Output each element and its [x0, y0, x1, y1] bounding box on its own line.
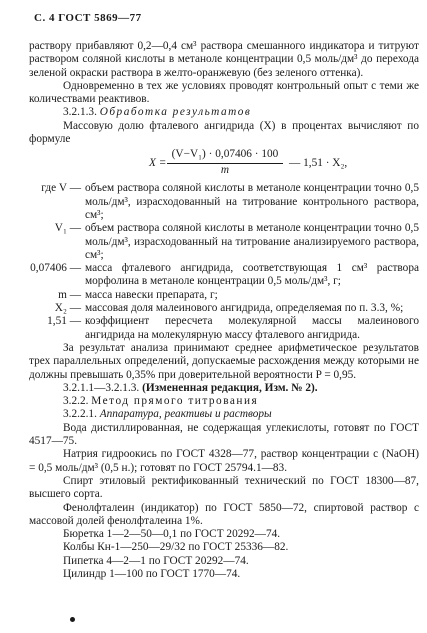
section-3-2-2-1	[29, 408, 419, 421]
variable-symbol: V₁ —	[54, 222, 81, 235]
paragraph-naoh: Натрия гидроокись по ГОСТ 4328—77, раствор концентрации c (NaOH) = 0,5 моль/дм³ (0,5 н.); готовят по ГОСТ 25794.1—83.	[29, 448, 419, 474]
variable-definition	[29, 182, 419, 222]
variable-symbol: V —	[58, 182, 81, 195]
paragraph-ethanol: Спирт этиловый ректификованный технический по ГОСТ 18300—87, высшего сорта.	[29, 474, 419, 501]
paragraph-result: За результат анализа принимают среднее арифметическое результатов трех параллельных определений, допускаемые расхождения между которыми не должны превышать 0,35% при доверительной вероятности P = 0,95.	[29, 341, 419, 381]
scan-mark	[70, 617, 75, 622]
paragraph-phenolphthalein: Фенолфталеин (индикатор) по ГОСТ 5850—72, спиртовой раствор с массовой долей фенолфталеина 1%.	[29, 501, 419, 527]
variable-where	[29, 182, 85, 222]
formula-fraction	[167, 148, 283, 177]
section-number: 3.2.2.	[63, 395, 89, 408]
paragraph-water: Вода дистиллированная, не содержащая углекислоты, готовят по ГОСТ 4517—75.	[29, 421, 419, 448]
where-word: где	[41, 182, 57, 195]
paragraph-pipette: Пипетка 4—2—1 по ГОСТ 20292—74.	[63, 554, 249, 567]
section-title: Обработка результатов	[99, 106, 252, 119]
variable-text: масса навески препарата, г;	[85, 288, 218, 301]
variable-definition	[29, 222, 419, 262]
amendment-note: (Измененная редакция, Изм. № 2).	[142, 381, 318, 394]
paragraph-flasks: Колбы Кн-1—250—29/32 по ГОСТ 25336—82.	[63, 541, 289, 554]
variable-definition	[29, 302, 419, 315]
variable-symbol: 0,07406 —	[30, 262, 81, 275]
formula-numerator: (V−V₁) · 0,07406 · 100	[167, 148, 283, 163]
paragraph-cylinder: Цилиндр 1—100 по ГОСТ 1770—74.	[63, 567, 241, 580]
variable-definition	[29, 315, 419, 342]
document-body	[29, 40, 419, 581]
variable-definition	[29, 262, 419, 289]
formula-lhs: X =	[149, 157, 167, 170]
section-3-2-1-3	[29, 106, 419, 119]
variable-text: объем раствора соляной кислоты в метаноле концентрации точно 0,5 моль/дм³, израсходованный на титрование анализируемого раствора, см³;	[85, 222, 419, 261]
paragraph-formula-intro: Массовую долю фталевого ангидрида (X) в процентах вычисляют по формуле	[29, 119, 419, 146]
variable-text: коэффициент пересчета молекулярной массы малеинового ангидрида на молекулярную массу фталевого ангидрида.	[85, 315, 419, 341]
section-title: Метод прямого титрования	[91, 395, 259, 408]
variable-text: масса фталевого ангидрида, соответствующая 1 см³ раствора морфолина в метаноле концентрации 0,5 моль/дм³, г;	[85, 262, 419, 288]
section-number: 3.2.1.3.	[63, 106, 97, 119]
variable-text: массовая доля малеинового ангидрида, определяемая по п. 3.3, %;	[85, 302, 404, 315]
section-number: 3.2.2.1.	[63, 408, 97, 421]
variable-definition	[29, 289, 419, 302]
paragraph-burette: Бюретка 1—2—50—0,1 по ГОСТ 20292—74.	[63, 528, 281, 541]
variable-symbol: m —	[58, 288, 81, 301]
amendment-range: 3.2.1.1—3.2.1.3.	[63, 381, 140, 394]
section-3-2-2	[29, 395, 419, 408]
formula-rest: — 1,51 · X₂,	[289, 157, 348, 170]
section-title: Аппаратура, реактивы и растворы	[99, 408, 272, 421]
variable-text: объем раствора соляной кислоты в метаноле концентрации точно 0,5 моль/дм³, израсходованный на титрование контрольного раствора, см³;	[85, 182, 419, 221]
paragraph-amendment	[29, 382, 419, 395]
paragraph-control-test: Одновременно в тех же условиях проводят контрольный опыт с теми же количествами реактивов.	[29, 79, 419, 106]
page-header: С. 4 ГОСТ 5869—77	[34, 12, 142, 24]
variable-symbol: 1,51 —	[47, 315, 81, 328]
paragraph-titration: раствору прибавляют 0,2—0,4 см³ раствора смешанного индикатора и титруют раствором соляной кислоты в метаноле концентрации 0,5 моль/дм³ до перехода зеленой окраски раствора в желто-оранжевую (без зеленого оттенка).	[29, 40, 419, 79]
formula-denominator: m	[220, 163, 230, 176]
variable-symbol: X₂ —	[54, 302, 81, 315]
formula	[29, 148, 419, 180]
